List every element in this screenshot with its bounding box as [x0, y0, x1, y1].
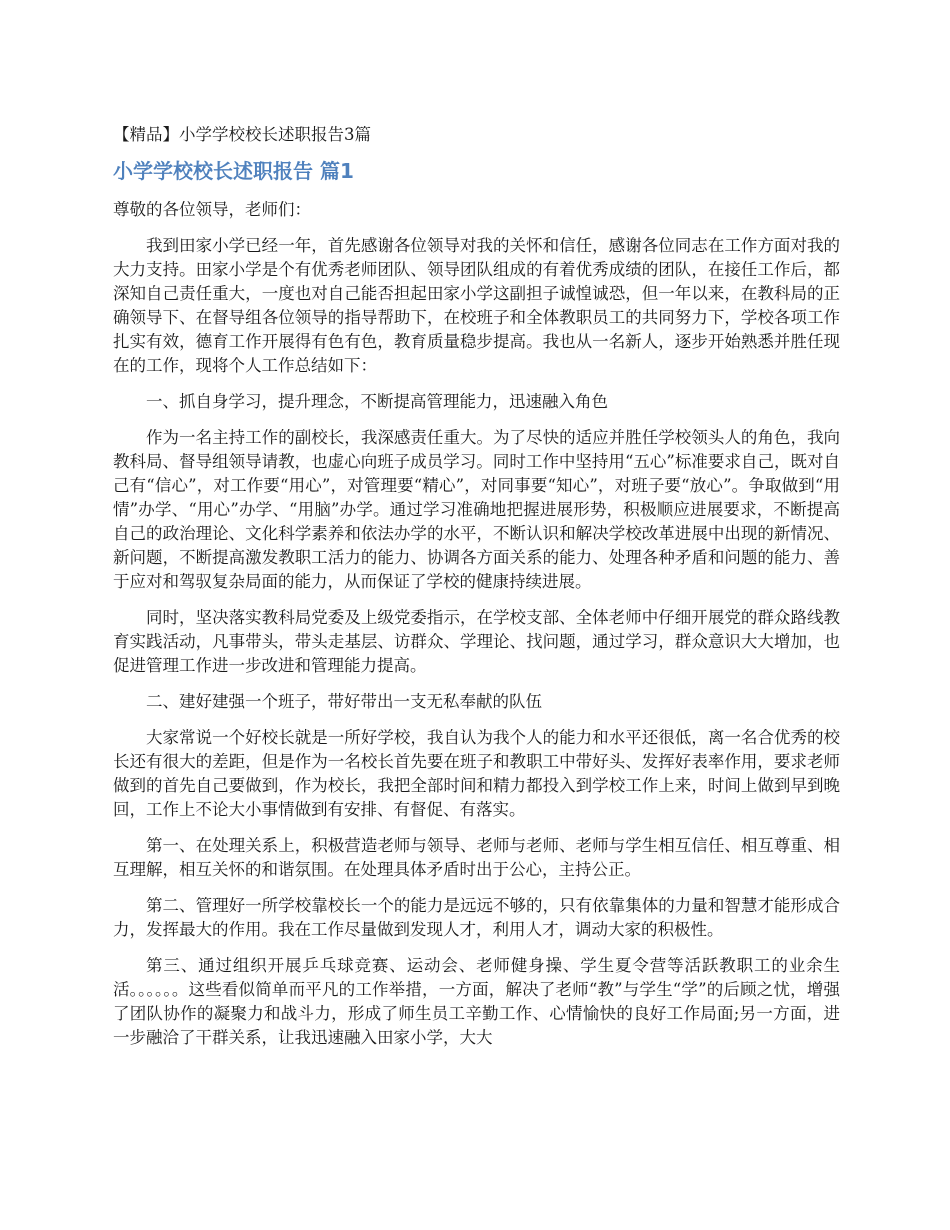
paragraph-party-work: 同时，坚决落实教科局党委及上级党委指示，在学校支部、全体老师中仔细开展党的群众路线教育实践活动，凡事带头，带头走基层、访群众、学理论、找问题，通过学习，群众意识大大增加，也促进管理工作进一步改进和管理能力提高。	[113, 608, 840, 675]
salutation: 尊敬的各位领导，老师们：	[113, 200, 311, 219]
paragraph-intro: 我到田家小学已经一年，首先感谢各位领导对我的关怀和信任，感谢各位同志在工作方面对我的大力支持。田家小学是个有优秀老师团队、领导团队组成的有着优秀成绩的团队，在接任工作后，都深知自己责任重大，一度也对自己能否担起田家小学这副担子诚惶诚恐，但一年以来，在教科局的正确领导下、在督导组各位领导的指导帮助下，在校班子和全体教职员工的共同努力下，学校各项工作扎实有效，德育工作开展得有色有色，教育质量稳步提高。我也从一名新人，逐步开始熟悉并胜任现在的工作，现将个人工作总结如下：	[113, 236, 840, 375]
paragraph-leadership: 大家常说一个好校长就是一所好学校，我自认为我个人的能力和水平还很低，离一名合优秀的校长还有很大的差距，但是作为一名校长首先要在班子和教职工中带好头、发挥好表率作用，要求老师做到的首先自己要做到，作为校长，我把全部时间和精力都投入到学校工作上来，时间上做到早到晚回，工作上不论大小事情做到有安排、有督促、有落实。	[113, 728, 840, 819]
document-title: 【精品】小学学校校长述职报告3篇	[113, 125, 371, 144]
heading-part-one: 一、抓自身学习，提升理念，不断提高管理能力，迅速融入角色	[146, 392, 608, 411]
heading-part-two: 二、建好建强一个班子，带好带出一支无私奉献的队伍	[146, 692, 542, 711]
section-heading: 小学学校校长述职报告 篇1	[113, 159, 354, 183]
paragraph-third-point: 第三、通过组织开展乒乓球竞赛、运动会、老师健身操、学生夏令营等活跃教职工的业余生活。。。。。。这些看似简单而平凡的工作举措，一方面，解决了老师“教”与学生“学”的后顾之忧，增强了团队协作的凝聚力和战斗力，形成了师生员工辛勤工作、心情愉快的良好工作局面;另一方面，进一步融洽了干群关系，让我迅速融入田家小学，大大	[113, 956, 840, 1047]
paragraph-second-point: 第二、管理好一所学校靠校长一个的能力是远远不够的，只有依靠集体的力量和智慧才能形成合力，发挥最大的作用。我在工作尽量做到发现人才，利用人才，调动大家的积极性。	[113, 896, 840, 939]
paragraph-self-study: 作为一名主持工作的副校长，我深感责任重大。为了尽快的适应并胜任学校领头人的角色，我向教科局、督导组领导请教，也虚心向班子成员学习。同时工作中坚持用“五心”标准要求自己，既对自己有“信心”，对工作要“用心”，对管理要“精心”，对同事要“知心”，对班子要“放心”。争取做到“用情”办学、“用心”办学、“用脑”办学。通过学习准确地把握进展形势，积极顺应进展要求，不断提高自己的政治理论、文化科学素养和依法办学的水平，不断认识和解决学校改革进展中出现的新情况、新问题，不断提高激发教职工活力的能力、协调各方面关系的能力、处理各种矛盾和问题的能力、善于应对和驾驭复杂局面的能力，从而保证了学校的健康持续进展。	[113, 428, 840, 591]
document-page	[113, 122, 840, 1062]
paragraph-first-point: 第一、在处理关系上，积极营造老师与领导、老师与老师、老师与学生相互信任、相互尊重、相互理解，相互关怀的和谐氛围。在处理具体矛盾时出于公心，主持公正。	[113, 836, 840, 879]
